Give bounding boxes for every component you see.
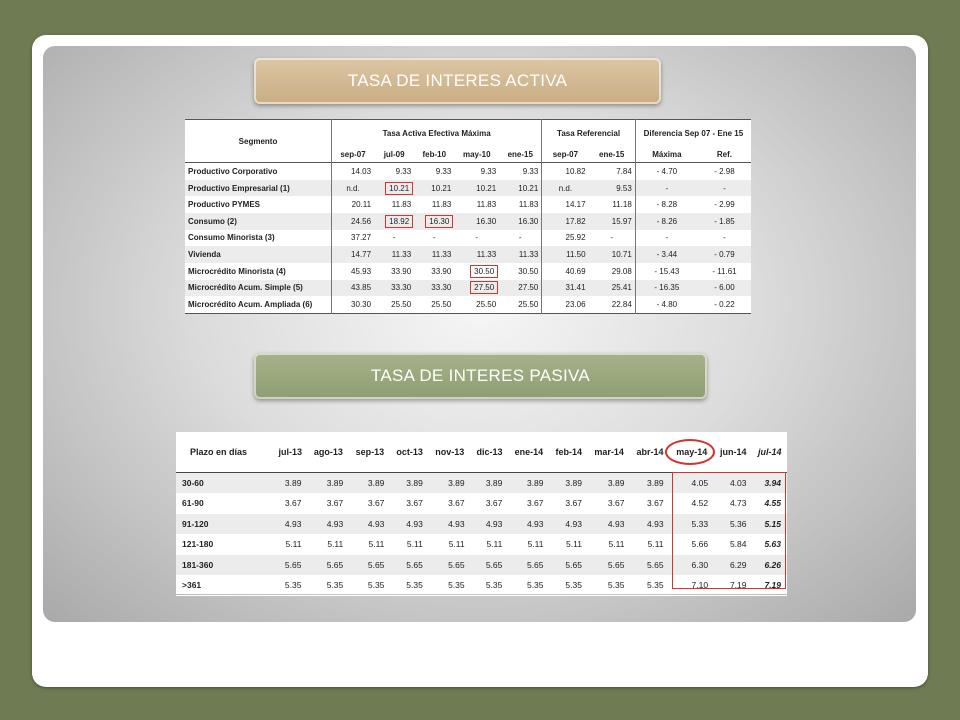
rate-cell: 3.67 [326,498,344,509]
value-cell: 11.33 [391,250,412,260]
column-header: jun-14 [714,432,752,473]
value-cell: 14.77 [332,246,375,263]
value-cell: 10.21 [389,183,410,193]
segment-cell: Microcrédito Acum. Ampliada (6) [188,300,313,310]
rate-cell: 5.65 [565,559,582,570]
value-cell: - [392,233,396,243]
value-cell: 40.69 [542,263,589,280]
activa-title: TASA DE INTERES ACTIVA [254,58,661,104]
value-cell: n.d. [332,180,375,197]
column-header: ene-14 [508,432,549,473]
activa-row [185,280,751,297]
rate-cell: 5.15 [764,518,781,529]
rate-cell: 4.93 [565,518,582,529]
value-cell: - 4.70 [635,163,698,180]
rate-cell: 4.93 [448,518,465,529]
column-header: jul-13 [273,432,307,473]
rate-cell: 4.93 [607,518,625,529]
plazo-cell: >361 [182,580,202,591]
activa-row [185,180,751,197]
rate-cell: 5.35 [367,580,385,591]
value-cell: - [610,233,614,243]
value-cell: - 2.98 [714,166,735,176]
rate-cell: 5.65 [526,559,544,570]
column-header: abr-14 [630,432,669,473]
rate-cell: 5.35 [607,580,625,591]
value-cell: 25.92 [542,230,589,247]
rate-cell: 5.35 [406,580,423,591]
value-cell: 7.84 [616,166,632,176]
value-cell: - [432,233,436,243]
sub-header: ene-15 [599,149,625,159]
value-cell: 16.30 [429,216,450,226]
value-cell: - [635,230,698,247]
value-cell: 16.30 [476,216,497,226]
value-cell: 10.21 [518,183,539,193]
value-cell: 16.30 [518,216,539,226]
value-cell: 17.82 [542,213,589,230]
rate-cell: 7.19 [764,580,781,591]
value-cell: - 15.43 [635,263,698,280]
rate-cell: 5.35 [565,580,582,591]
pasiva-title: TASA DE INTERES PASIVA [254,353,707,399]
value-cell: 11.83 [476,200,497,210]
value-cell: - 3.44 [635,246,698,263]
column-header: dic-13 [471,432,509,473]
rate-cell: 3.67 [448,498,465,509]
rate-cell: 4.93 [367,518,385,529]
value-cell: 33.30 [431,283,452,293]
rate-cell: 3.67 [647,498,664,509]
rate-cell: 4.52 [691,498,709,509]
rate-cell: 3.89 [284,477,302,488]
activa-row [185,230,751,247]
column-header: jul-14 [752,432,787,473]
segment-cell: Microcrédito Acum. Simple (5) [188,283,303,293]
sub-header: jul-09 [383,149,405,159]
group-header-diferencia: Diferencia Sep 07 - Ene 15 [635,120,751,147]
value-cell: - 16.35 [635,280,698,297]
value-cell: - [475,233,479,243]
rate-cell: 5.11 [285,539,302,550]
value-cell: - 8.28 [635,196,698,213]
rate-cell: 3.67 [526,498,544,509]
pasiva-row [176,555,787,576]
plazo-cell: 61-90 [182,498,204,509]
rate-cell: 6.30 [691,559,709,570]
value-cell: 25.50 [518,300,539,310]
rate-cell: 4.03 [729,477,747,488]
activa-row [185,163,751,180]
activa-row [185,196,751,213]
value-cell: - [518,233,522,243]
rate-cell: 5.11 [406,539,423,550]
rate-cell: 5.35 [526,580,544,591]
value-cell: 43.85 [332,280,375,297]
rate-cell: 5.33 [691,518,709,529]
rate-cell: 4.93 [647,518,664,529]
activa-row [185,263,751,280]
value-cell: 27.50 [518,283,539,293]
value-cell: 11.33 [476,250,497,260]
sub-header: sep-07 [332,146,375,163]
value-cell: 10.71 [611,250,632,260]
sub-header: Máxima [635,146,698,163]
rate-cell: 5.65 [367,559,385,570]
rate-cell: 3.89 [647,477,664,488]
rate-cell: 5.63 [764,539,781,550]
column-header: feb-14 [550,432,588,473]
value-cell: 25.50 [431,300,452,310]
value-cell: 29.08 [611,266,632,276]
value-cell: 9.33 [435,166,452,176]
rate-cell: 3.89 [367,477,385,488]
rate-cell: 5.11 [448,539,465,550]
value-cell: 11.18 [612,200,632,210]
rate-cell: 5.65 [647,559,664,570]
rate-cell: 5.11 [527,539,544,550]
activa-row [185,296,751,313]
pasiva-row [176,514,787,535]
value-cell: 11.50 [542,246,589,263]
segment-cell: Productivo PYMES [188,200,261,210]
rate-cell: 5.11 [486,539,503,550]
value-cell: 9.53 [616,183,632,193]
value-cell: 14.03 [332,163,375,180]
pasiva-row [176,493,787,514]
rate-cell: 5.36 [729,518,747,529]
value-cell: 20.11 [332,196,375,213]
value-cell: 25.50 [476,300,497,310]
column-header: may-14 [670,432,715,473]
value-cell: 25.41 [611,283,632,293]
rate-cell: 6.26 [764,559,781,570]
value-cell: 45.93 [332,263,375,280]
value-cell: 23.06 [542,296,589,313]
rate-cell: 5.84 [729,539,747,550]
value-cell: 9.33 [480,166,497,176]
rate-cell: 3.67 [607,498,625,509]
value-cell: 11.33 [431,250,452,260]
value-cell: 15.97 [611,216,632,226]
rate-cell: 3.89 [565,477,582,488]
rate-cell: 4.93 [406,518,423,529]
value-cell: 33.30 [391,283,412,293]
rate-cell: 5.35 [485,580,503,591]
slide [32,35,928,687]
rate-cell: 4.93 [284,518,302,529]
segment-cell: Productivo Empresarial (1) [188,183,290,193]
rate-cell: 7.10 [691,580,709,591]
value-cell: 11.83 [391,200,412,210]
sub-header: may-10 [462,149,491,159]
rate-cell: 4.05 [691,477,709,488]
value-cell: n.d. [542,180,589,197]
pasiva-row [176,575,787,596]
value-cell: 10.21 [431,183,452,193]
rate-cell: 4.93 [326,518,344,529]
pasiva-row [176,473,787,494]
value-cell: - 6.00 [714,283,735,293]
column-header: Plazo en días [176,432,273,473]
value-cell: 10.21 [476,183,497,193]
value-cell: - [635,180,698,197]
value-cell: 24.56 [332,213,375,230]
value-cell: 9.33 [395,166,412,176]
rate-cell: 3.67 [284,498,302,509]
rate-cell: 4.73 [729,498,747,509]
rate-cell: 3.89 [485,477,503,488]
rate-cell: 5.65 [406,559,423,570]
segment-cell: Consumo (2) [188,216,237,226]
rate-cell: 3.67 [485,498,503,509]
sub-header: Ref. [716,149,733,159]
rate-cell: 5.11 [566,539,582,550]
value-cell: 11.83 [431,200,452,210]
activa-row [185,213,751,230]
rate-cell: 5.66 [691,539,709,550]
value-cell: 37.27 [332,230,375,247]
value-cell: - 1.85 [714,216,735,226]
plazo-cell: 91-120 [182,518,209,529]
value-cell: - 0.22 [714,300,735,310]
rate-cell: 6.29 [729,559,747,570]
value-cell: - 4.80 [635,296,698,313]
column-header: ago-13 [307,432,349,473]
segment-cell: Microcrédito Minorista (4) [188,266,286,276]
value-cell: 11.33 [518,250,539,260]
rate-cell: 5.65 [284,559,302,570]
rate-cell: 3.67 [565,498,582,509]
segment-header: Segmento [238,136,278,146]
value-cell: - 11.61 [712,266,737,276]
rate-cell: 5.65 [485,559,503,570]
rate-cell: 5.11 [327,539,344,550]
rate-cell: 4.55 [764,498,781,509]
rate-cell: 3.94 [764,477,781,488]
segment-cell: Productivo Corporativo [188,166,278,176]
rate-cell: 5.35 [647,580,664,591]
column-header: mar-14 [588,432,631,473]
value-cell: 30.50 [474,266,495,276]
activa-table [185,119,751,314]
rate-cell: 3.89 [526,477,544,488]
value-cell: 14.17 [542,196,589,213]
value-cell: 10.82 [542,163,589,180]
rate-cell: 5.35 [284,580,302,591]
value-cell: - [723,233,726,243]
rate-cell: 3.89 [607,477,625,488]
rate-cell: 5.65 [607,559,625,570]
column-header: nov-13 [429,432,471,473]
rate-cell: 5.11 [608,539,625,550]
value-cell: 33.90 [431,266,452,276]
pasiva-table [176,432,787,596]
segment-cell: Consumo Minorista (3) [188,233,275,243]
rate-cell: 3.67 [406,498,423,509]
rate-cell: 5.11 [368,539,385,550]
content-panel [43,46,916,622]
value-cell: 33.90 [391,266,412,276]
value-cell: 30.30 [332,296,375,313]
rate-cell: 5.35 [326,580,344,591]
value-cell: - 0.79 [714,250,735,260]
rate-cell: 5.11 [647,539,664,550]
rate-cell: 3.89 [406,477,423,488]
value-cell: 18.92 [389,216,410,226]
plazo-cell: 30-60 [182,477,204,488]
sub-header: sep-07 [542,146,589,163]
sub-header: ene-15 [507,149,533,159]
rate-cell: 4.93 [526,518,544,529]
value-cell: 25.50 [391,300,412,310]
plazo-cell: 181-360 [182,559,214,570]
value-cell: 22.84 [611,300,632,310]
rate-cell: 5.65 [326,559,344,570]
value-cell: 31.41 [542,280,589,297]
value-cell: - [723,183,726,193]
value-cell: - 8.26 [635,213,698,230]
value-cell: - 2.99 [714,200,735,210]
rate-cell: 3.67 [367,498,385,509]
rate-cell: 7.19 [729,580,747,591]
rate-cell: 5.65 [448,559,465,570]
rate-cell: 5.35 [448,580,465,591]
rate-cell: 4.93 [485,518,503,529]
group-header-maxima: Tasa Activa Efectiva Máxima [332,120,542,147]
group-header-referencial: Tasa Referencial [542,120,636,147]
plazo-cell: 121-180 [182,539,214,550]
column-header: oct-13 [390,432,428,473]
activa-row [185,246,751,263]
sub-header: feb-10 [422,149,447,159]
rate-cell: 3.89 [326,477,344,488]
value-cell: 9.33 [522,166,539,176]
column-header: sep-13 [349,432,390,473]
value-cell: 27.50 [474,283,495,293]
rate-cell: 3.89 [448,477,465,488]
segment-cell: Vivienda [188,250,221,260]
pasiva-row [176,534,787,555]
pasiva-table-wrapper [176,432,787,594]
value-cell: 30.50 [518,266,539,276]
value-cell: 11.83 [518,200,539,210]
